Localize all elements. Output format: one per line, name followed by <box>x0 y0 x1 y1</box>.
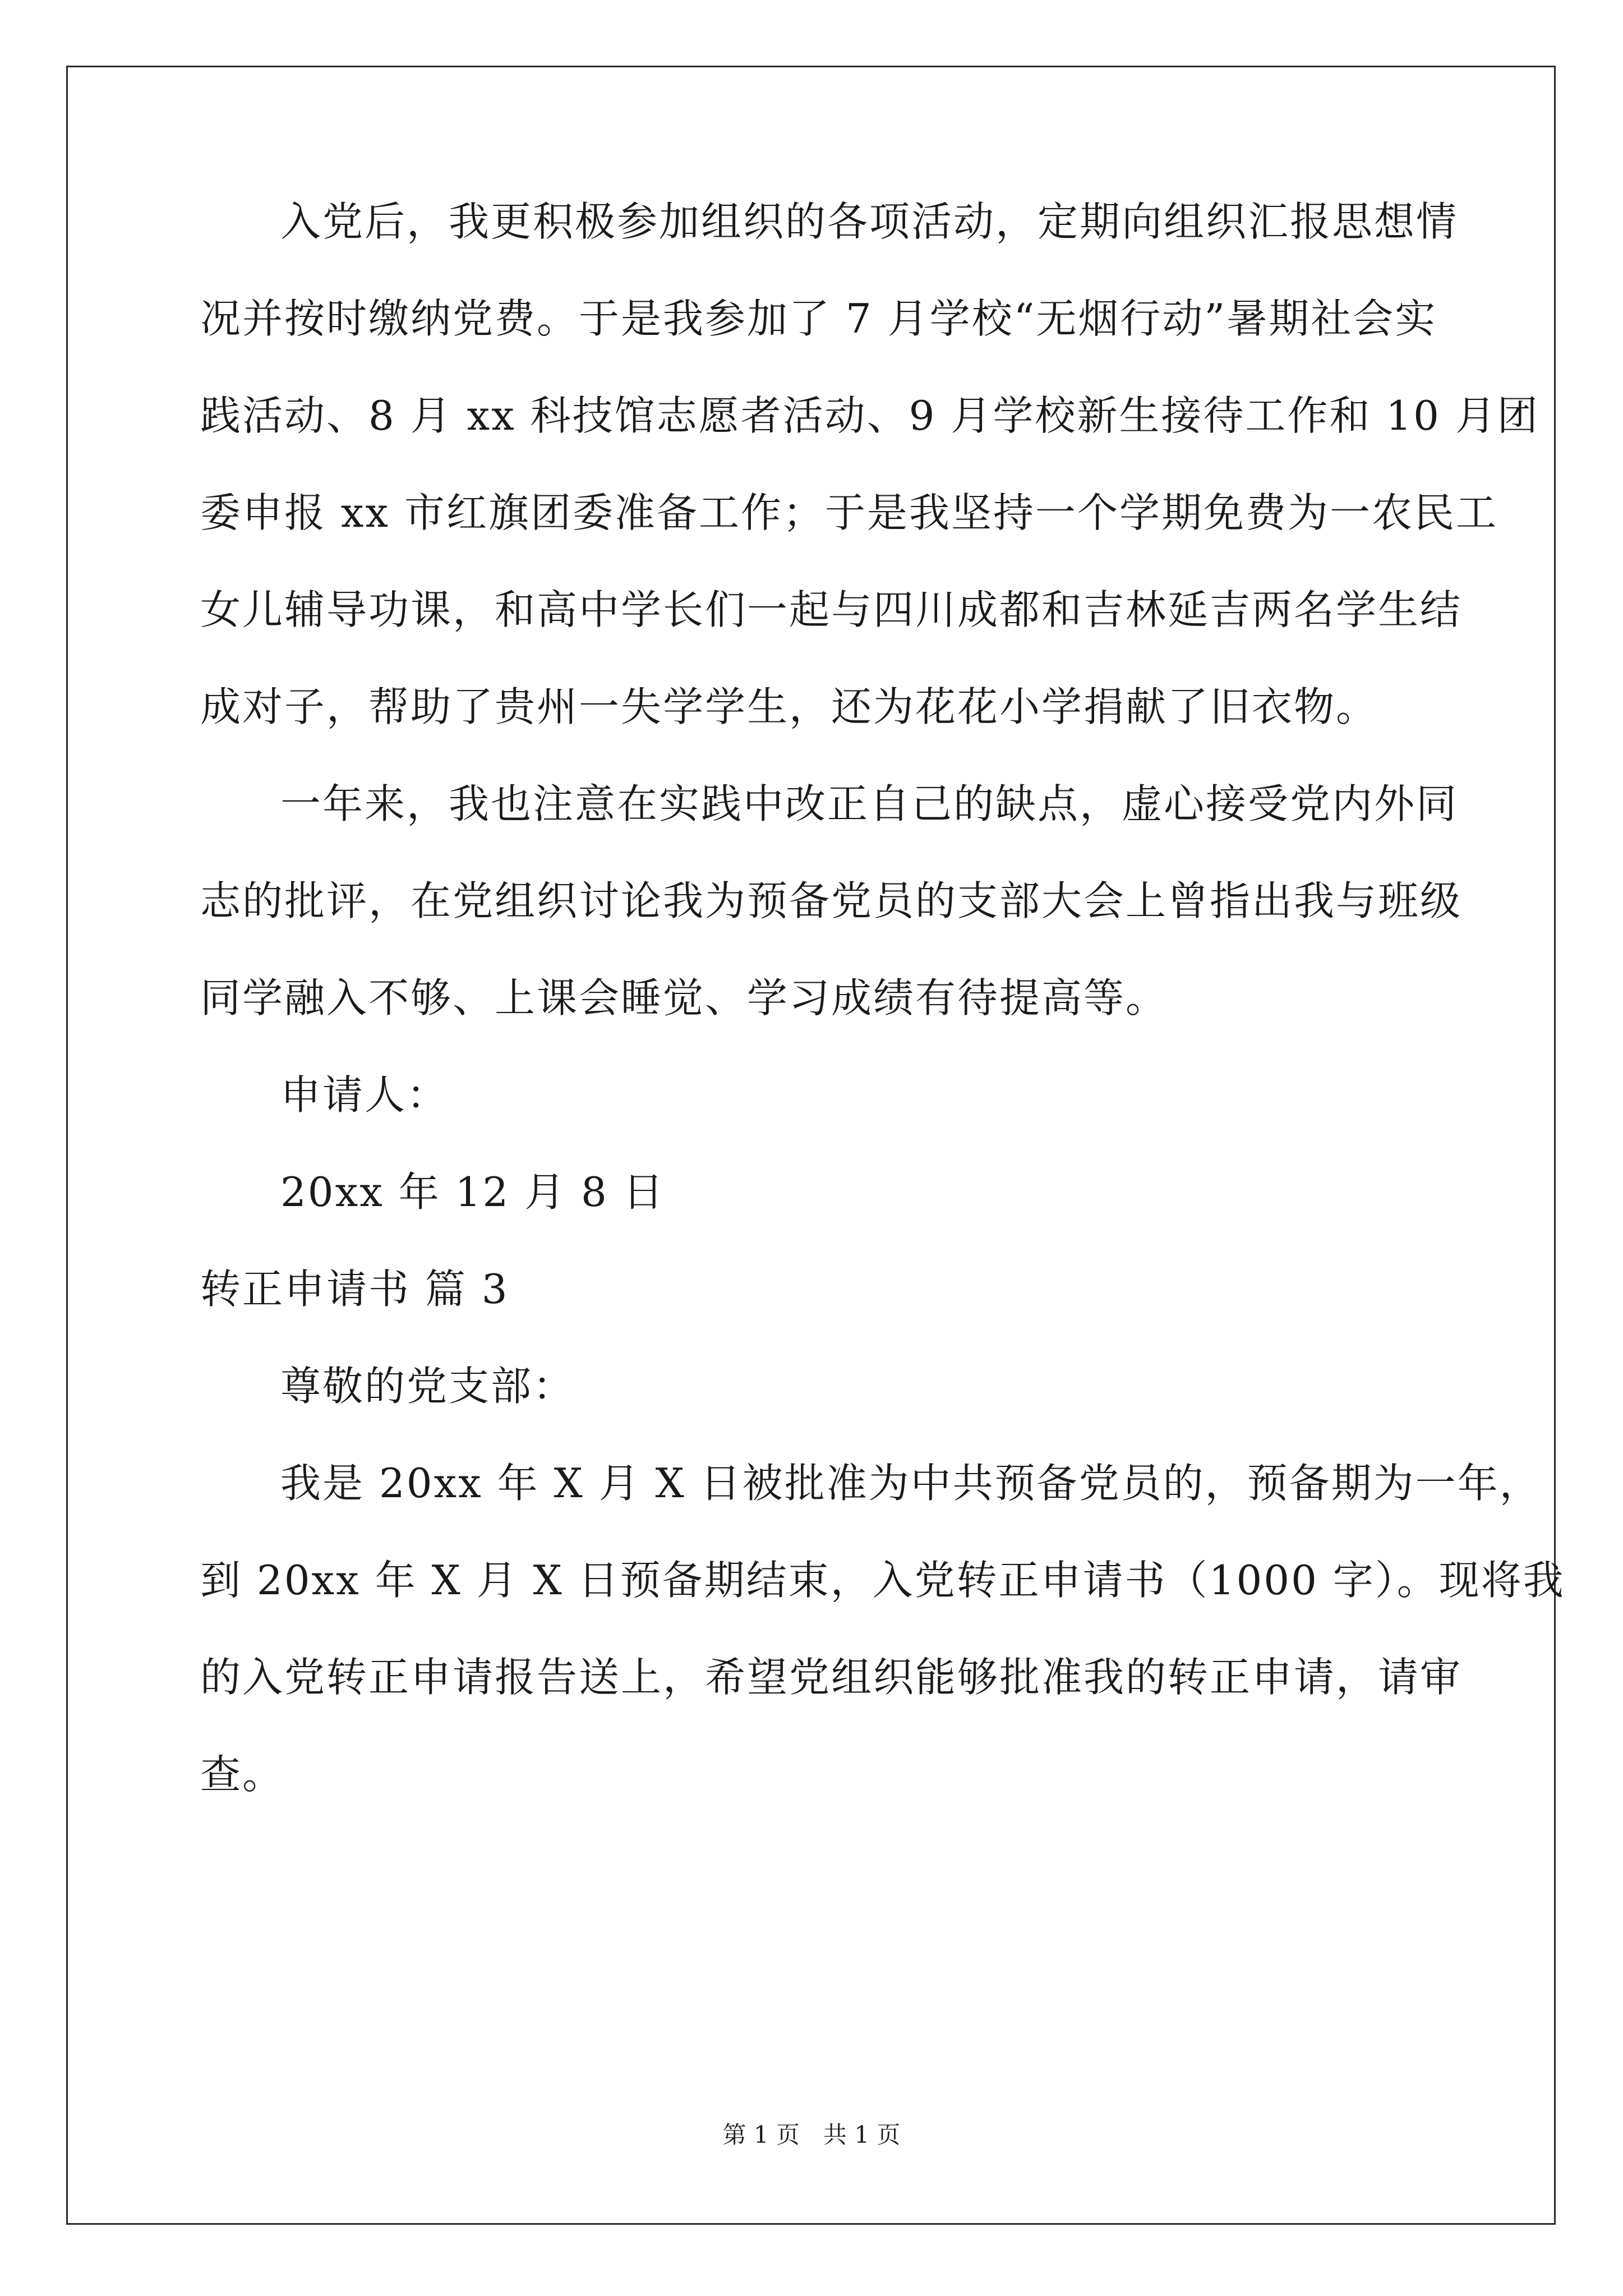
paragraph-line: 到 20xx 年 X 月 X 日预备期结束，入党转正申请书（1000 字）。现将我 <box>200 1557 1565 1604</box>
date-line: 20xx 年 12 月 8 日 <box>280 1168 665 1216</box>
paragraph-line: 一年来，我也注意在实践中改正自己的缺点，虚心接受党内外同 <box>280 780 1459 827</box>
paragraph-line: 同学融入不够、上课会睡觉、学习成绩有待提高等。 <box>200 974 1168 1022</box>
paragraph-line: 志的批评，在党组织讨论我为预备党员的支部大会上曾指出我与班级 <box>200 877 1463 924</box>
paragraph-line: 的入党转正申请报告送上，希望党组织能够批准我的转正申请，请审 <box>200 1654 1463 1701</box>
page-border <box>66 66 1556 2225</box>
paragraph-line: 委申报 xx 市红旗团委准备工作；于是我坚持一个学期免费为一农民工 <box>200 489 1498 536</box>
applicant-label: 申请人： <box>280 1071 449 1119</box>
paragraph-line: 成对子，帮助了贵州一失学学生，还为花花小学捐献了旧衣物。 <box>200 683 1378 730</box>
paragraph-line: 入党后，我更积极参加组织的各项活动，定期向组织汇报思想情 <box>280 198 1459 245</box>
section-heading: 转正申请书 篇 3 <box>200 1266 509 1313</box>
paragraph-line: 况并按时缴纳党费。于是我参加了 7 月学校“无烟行动”暑期社会实 <box>200 295 1437 342</box>
paragraph-line: 查。 <box>200 1751 285 1798</box>
paragraph-line: 我是 20xx 年 X 月 X 日被批准为中共预备党员的，预备期为一年， <box>280 1460 1542 1507</box>
paragraph-line: 践活动、8 月 xx 科技馆志愿者活动、9 月学校新生接待工作和 10 月团 <box>200 392 1539 439</box>
page-number-footer: 第 1 页 共 1 页 <box>722 2121 901 2148</box>
paragraph-line: 女儿辅导功课，和高中学长们一起与四川成都和吉林延吉两名学生结 <box>200 586 1463 633</box>
salutation: 尊敬的党支部： <box>280 1363 575 1410</box>
